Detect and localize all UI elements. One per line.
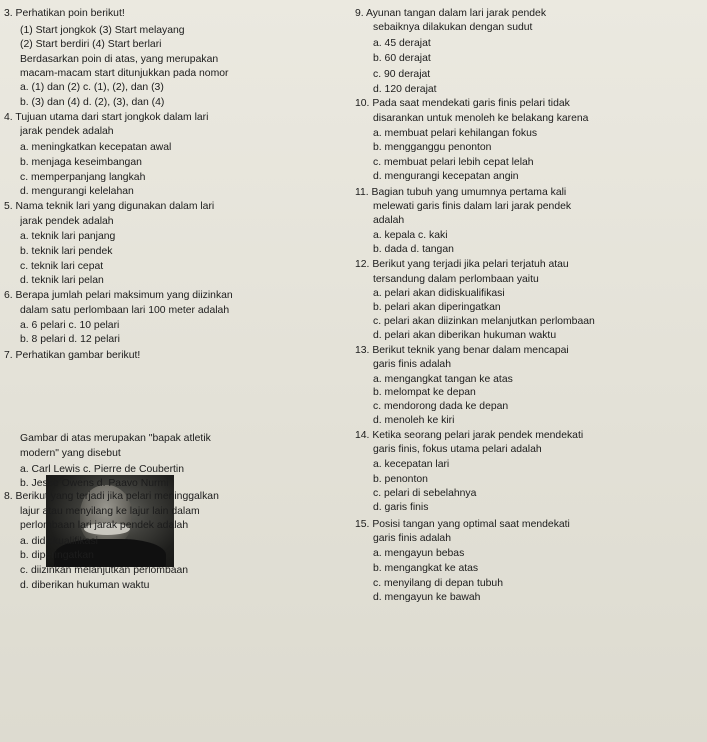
- left-line-34: d. diberikan hukuman waktu: [20, 580, 150, 591]
- right-line-0: 9. Ayunan tangan dalam lari jarak pendek: [355, 8, 547, 19]
- right-line-25: a. mengangkat tangan ke atas: [373, 374, 513, 385]
- right-line-31: a. kecepatan lari: [373, 459, 450, 470]
- right-line-30: garis finis, fokus utama pelari adalah: [373, 444, 542, 455]
- right-line-18: tersandung dalam perlombaan yaitu: [373, 274, 539, 285]
- right-line-23: 13. Berikut teknik yang benar dalam mencapai: [355, 345, 569, 356]
- right-line-19: a. pelari akan didiskualifikasi: [373, 288, 505, 299]
- left-line-22: b. 8 pelari d. 12 pelari: [20, 334, 120, 345]
- left-line-24: Gambar di atas merupakan "bapak atletik: [20, 433, 211, 444]
- right-line-8: a. membuat pelari kehilangan fokus: [373, 128, 538, 139]
- right-line-2: a. 45 derajat: [373, 38, 431, 49]
- left-line-14: jarak pendek adalah: [20, 216, 114, 227]
- right-line-35: 15. Posisi tangan yang optimal saat mendekati: [355, 519, 570, 530]
- left-line-11: c. memperpanjang langkah: [20, 172, 146, 183]
- right-line-34: d. garis finis: [373, 502, 429, 513]
- right-line-11: d. mengurangi kecepatan angin: [373, 171, 519, 182]
- left-line-2: (2) Start berdiri (4) Start berlari: [20, 39, 162, 50]
- left-line-7: 4. Tujuan utama dari start jongkok dalam lari: [4, 112, 209, 123]
- right-line-7: disarankan untuk menoleh ke belakang karena: [373, 113, 589, 124]
- left-line-18: d. teknik lari pelan: [20, 275, 104, 286]
- right-line-27: c. mendorong dada ke depan: [373, 401, 509, 412]
- right-line-12: 11. Bagian tubuh yang umumnya pertama kali: [355, 187, 567, 198]
- left-line-6: b. (3) dan (4) d. (2), (3), dan (4): [20, 97, 165, 108]
- right-line-32: b. penonton: [373, 474, 428, 485]
- right-line-5: d. 120 derajat: [373, 84, 437, 95]
- right-line-38: b. mengangkat ke atas: [373, 563, 479, 574]
- right-line-36: garis finis adalah: [373, 533, 451, 544]
- right-line-3: b. 60 derajat: [373, 53, 431, 64]
- left-line-32: b. diperingatkan: [20, 550, 94, 561]
- left-line-17: c. teknik lari cepat: [20, 261, 104, 272]
- left-line-1: (1) Start jongkok (3) Start melayang: [20, 25, 185, 36]
- right-line-22: d. pelari akan diberikan hukuman waktu: [373, 330, 557, 341]
- right-line-17: 12. Berikut yang terjadi jika pelari terjatuh atau: [355, 259, 569, 270]
- left-line-13: 5. Nama teknik lari yang digunakan dalam lari: [4, 201, 215, 212]
- left-line-26: a. Carl Lewis c. Pierre de Coubertin: [20, 464, 185, 475]
- left-line-10: b. menjaga keseimbangan: [20, 157, 142, 168]
- left-line-8: jarak pendek adalah: [20, 126, 114, 137]
- left-line-25: modern" yang disebut: [20, 448, 121, 459]
- right-line-28: d. menoleh ke kiri: [373, 415, 455, 426]
- left-line-30: perlombaan lari jarak pendek adalah: [20, 520, 189, 531]
- right-line-29: 14. Ketika seorang pelari jarak pendek mendekati: [355, 430, 584, 441]
- left-line-3: Berdasarkan poin di atas, yang merupakan: [20, 54, 219, 65]
- right-line-9: b. mengganggu penonton: [373, 142, 492, 153]
- left-line-20: dalam satu perlombaan lari 100 meter adalah: [20, 305, 230, 316]
- left-line-19: 6. Berapa jumlah pelari maksimum yang diizinkan: [4, 290, 233, 301]
- right-line-20: b. pelari akan diperingatkan: [373, 302, 501, 313]
- right-line-4: c. 90 derajat: [373, 69, 431, 80]
- left-line-29: lajur atau menyilang ke lajur lain dalam: [20, 506, 200, 517]
- right-line-13: melewati garis finis dalam lari jarak pendek: [373, 201, 572, 212]
- right-line-16: b. dada d. tangan: [373, 244, 454, 255]
- left-line-21: a. 6 pelari c. 10 pelari: [20, 320, 120, 331]
- right-line-26: b. melompat ke depan: [373, 387, 476, 398]
- left-line-31: a. didiskualifikasi: [20, 536, 98, 547]
- left-line-28: 8. Berikut yang terjadi jika pelari meninggalkan: [4, 491, 219, 502]
- right-line-14: adalah: [373, 215, 405, 226]
- left-line-15: a. teknik lari panjang: [20, 231, 116, 242]
- right-line-37: a. mengayun bebas: [373, 548, 465, 559]
- left-line-12: d. mengurangi kelelahan: [20, 186, 134, 197]
- right-line-21: c. pelari akan diizinkan melanjutkan perlombaan: [373, 316, 595, 327]
- right-line-6: 10. Pada saat mendekati garis finis pelari tidak: [355, 98, 570, 109]
- right-line-24: garis finis adalah: [373, 359, 451, 370]
- left-line-23: 7. Perhatikan gambar berikut!: [4, 350, 141, 361]
- right-line-33: c. pelari di sebelahnya: [373, 488, 477, 499]
- right-line-39: c. menyilang di depan tubuh: [373, 578, 503, 589]
- left-line-9: a. meningkatkan kecepatan awal: [20, 142, 172, 153]
- left-line-16: b. teknik lari pendek: [20, 246, 113, 257]
- left-line-33: c. diizinkan melanjutkan perlombaan: [20, 565, 189, 576]
- right-line-10: c. membuat pelari lebih cepat lelah: [373, 157, 534, 168]
- left-line-4: macam-macam start ditunjukkan pada nomor: [20, 68, 229, 79]
- left-line-5: a. (1) dan (2) c. (1), (2), dan (3): [20, 82, 164, 93]
- right-line-15: a. kepala c. kaki: [373, 230, 448, 241]
- right-line-40: d. mengayun ke bawah: [373, 592, 481, 603]
- left-line-0: 3. Perhatikan poin berikut!: [4, 8, 125, 19]
- left-line-27: b. Jesse Owens d. Paavo Nurmi: [20, 478, 169, 489]
- right-line-1: sebaiknya dilakukan dengan sudut: [373, 22, 533, 33]
